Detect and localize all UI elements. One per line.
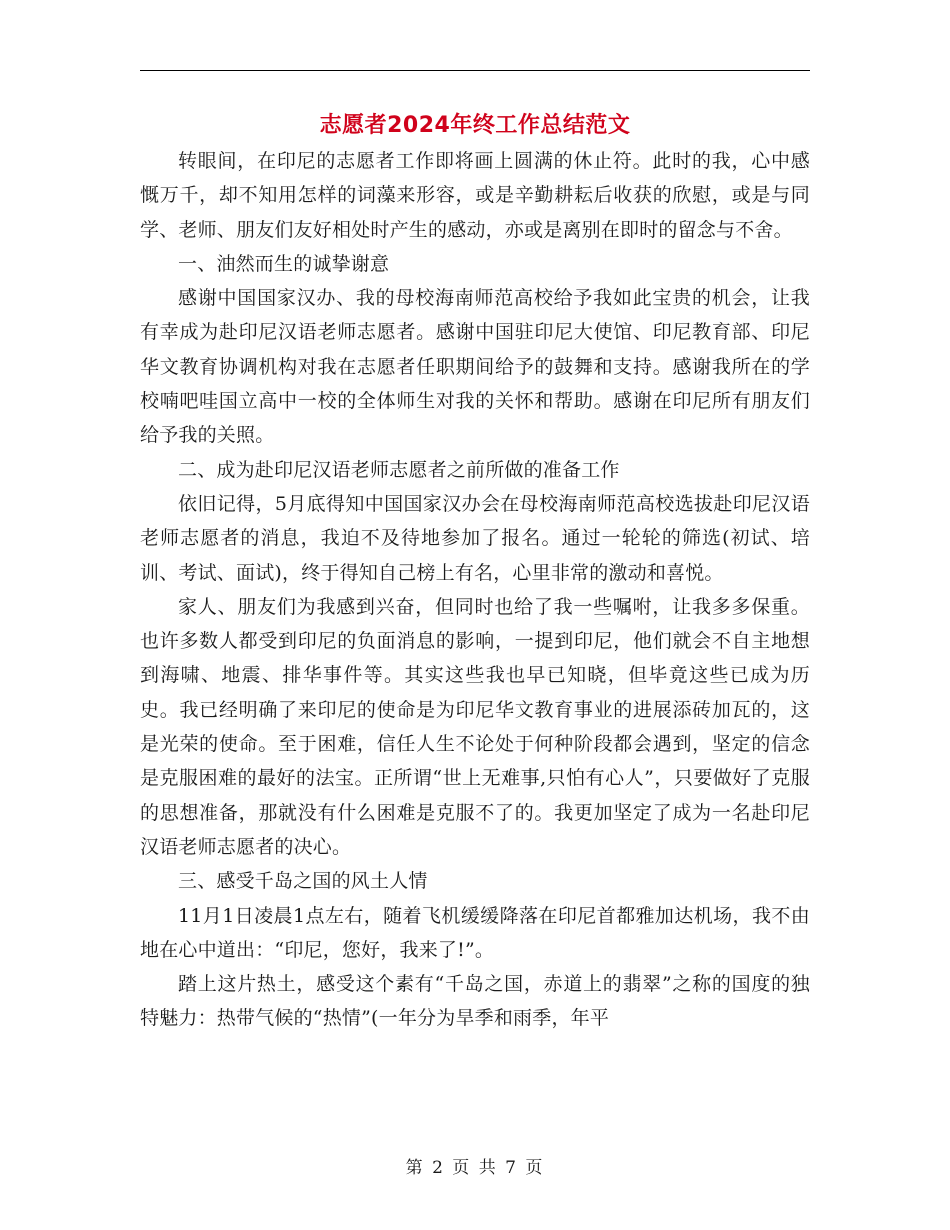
page-footer: 第 2 页 共 7 页 xyxy=(405,1158,545,1178)
paragraph-thanks: 感谢中国国家汉办、我的母校海南师范高校给予我如此宝贵的机会，让我有幸成为赴印尼汉语老师志愿者。感谢中国驻印尼大使馆、印尼教育部、印尼华文教育协调机构对我在志愿者任职期间给予的鼓舞和支持。感谢我所在的学校喃吧哇国立高中一校的全体师生对我的关怀和帮助。感谢在印尼所有朋友们给予我的关照。 xyxy=(140,287,810,447)
paragraph-arrival: 11月1日凌晨1点左右，随着飞机缓缓降落在印尼首都雅加达机场，我不由地在心中道出：“印尼，您好，我来了!”。 xyxy=(140,904,810,961)
paragraph-family: 家人、朋友们为我感到兴奋，但同时也给了我一些嘱咐，让我多多保重。也许多数人都受到印尼的负面消息的影响，一提到印尼，他们就会不自主地想到海啸、地震、排华事件等。其实这些我也早已知晓，但毕竟这些已成为历史。我已经明确了来印尼的使命是为印尼华文教育事业的进展添砖加瓦的，这是光荣的使命。至于困难，信任人生不论处于何种阶段都会遇到，坚定的信念是克服困难的最好的法宝。正所谓“世上无难事,只怕有心人”，只要做好了克服的思想准备，那就没有什么困难是克服不了的。我更加坚定了成为一名赴印尼汉语老师志愿者的决心。 xyxy=(140,595,810,858)
section-heading-3: 三、感受千岛之国的风土人情 xyxy=(178,870,428,893)
paragraph-climate: 踏上这片热土，感受这个素有“千岛之国，赤道上的翡翠”之称的国度的独特魅力：热带气候的“热情”(一年分为旱季和雨季，年平 xyxy=(140,973,810,1030)
document-title: 志愿者2024年终工作总结范文 xyxy=(319,113,631,138)
document-body xyxy=(140,144,810,1036)
paragraph-selection: 依旧记得，5月底得知中国国家汉办会在母校海南师范高校选拔赴印尼汉语老师志愿者的消息，我迫不及待地参加了报名。通过一轮轮的筛选(初试、培训、考试、面试)，终于得知自己榜上有名，心里非常的激动和喜悦。 xyxy=(140,492,810,584)
paragraph-intro: 转眼间，在印尼的志愿者工作即将画上圆满的休止符。此时的我，心中感慨万千，却不知用怎样的词藻来形容，或是辛勤耕耘后收获的欣慰，或是与同学、老师、朋友们友好相处时产生的感动，亦或是离别在即时的留念与不舍。 xyxy=(140,150,810,241)
section-heading-2: 二、成为赴印尼汉语老师志愿者之前所做的准备工作 xyxy=(178,458,620,481)
section-heading-1: 一、油然而生的诚挚谢意 xyxy=(178,252,390,275)
header-rule xyxy=(140,70,810,71)
